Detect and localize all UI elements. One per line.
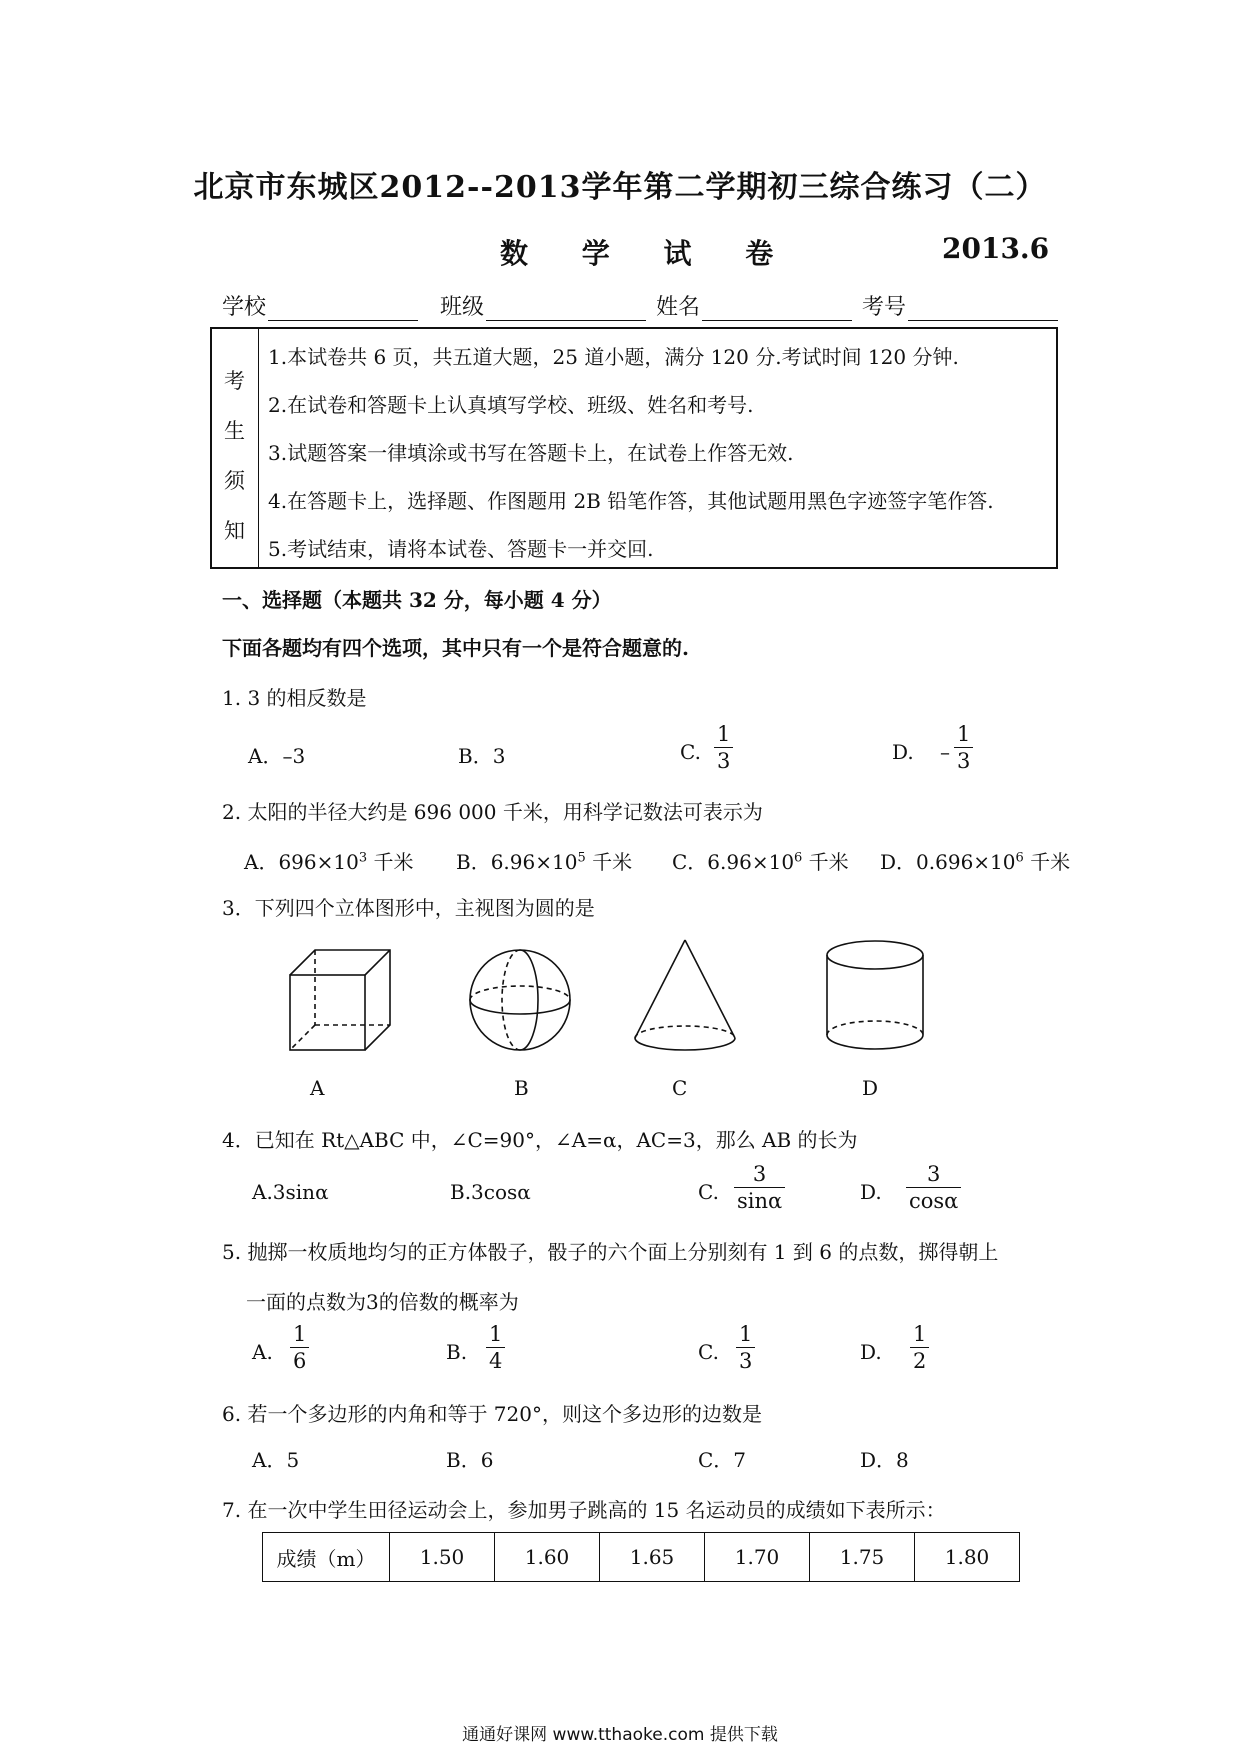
q4-option-a: A.3sinα	[252, 1180, 329, 1204]
q4-option-c-fraction	[734, 1162, 785, 1213]
question-5-stem-line1: 5. 抛掷一枚质地均匀的正方体骰子，骰子的六个面上分别刻有 1 到 6 的点数，掷得朝上	[222, 1240, 999, 1264]
fill-blank	[908, 298, 1058, 321]
option-base: C．6.96×10	[672, 850, 795, 874]
table-cell: 1.50	[390, 1533, 495, 1582]
table-cell: 1.65	[600, 1533, 705, 1582]
q3-label-c: C	[672, 1076, 688, 1100]
table-cell: 1.60	[495, 1533, 600, 1582]
fraction-bar	[954, 747, 973, 748]
q4-option-d-fraction	[906, 1162, 961, 1213]
q1-option-c-label: C.	[680, 740, 701, 764]
fraction-denominator: 6	[293, 1349, 307, 1373]
table-cell: 1.70	[705, 1533, 810, 1582]
field-label: 考号	[862, 295, 907, 320]
fraction-bar	[486, 1347, 505, 1348]
notice-item: 1.本试卷共 6 页，共五道大题，25 道小题，满分 120 分.考试时间 120 分钟.	[268, 345, 959, 369]
fraction-numerator: 3	[927, 1162, 941, 1186]
field-name	[656, 290, 852, 321]
fill-blank	[486, 298, 646, 321]
fraction-numerator: 1	[957, 722, 971, 746]
q2-option-a	[244, 846, 413, 875]
exam-title: 北京市东城区2012--2013学年第二学期初三综合练习（二）	[193, 170, 1047, 205]
table-cell: 1.75	[810, 1533, 915, 1582]
fraction-bar	[906, 1187, 961, 1188]
fraction-denominator: 3	[957, 749, 971, 773]
q4-option-b: B.3cosα	[450, 1180, 531, 1204]
option-unit: 千米	[802, 850, 849, 874]
sphere-figure	[460, 940, 580, 1060]
notice-item: 2.在试卷和答题卡上认真填写学校、班级、姓名和考号.	[268, 393, 754, 417]
notice-item: 3.试题答案一律填涂或书写在答题卡上，在试卷上作答无效.	[268, 441, 794, 465]
cone-figure	[630, 935, 740, 1060]
notice-side-char: 知	[224, 519, 245, 543]
option-exponent: 5	[577, 850, 586, 866]
fraction-denominator: 4	[489, 1349, 503, 1373]
q3-label-a: A	[310, 1076, 325, 1100]
question-5-stem-line2: 一面的点数为3的倍数的概率为	[246, 1290, 519, 1314]
fraction-denominator: cosα	[909, 1189, 959, 1213]
notice-item: 5.考试结束，请将本试卷、答题卡一并交回.	[268, 537, 654, 561]
fraction-bar	[290, 1347, 309, 1348]
q1-option-d-label: D.	[892, 740, 914, 764]
cube-figure	[280, 940, 410, 1060]
option-unit: 千米	[367, 850, 414, 874]
q1-option-b: B．3	[458, 744, 506, 768]
notice-side-char: 考	[224, 369, 245, 393]
option-base: A．696×10	[244, 850, 359, 874]
fraction-numerator: 1	[293, 1322, 307, 1346]
q6-option-b: B．6	[446, 1448, 494, 1472]
notice-side-label	[212, 329, 259, 567]
q6-option-d: D．8	[860, 1448, 909, 1472]
question-6-stem: 6. 若一个多边形的内角和等于 720°，则这个多边形的边数是	[222, 1402, 762, 1426]
q5-option-a-label: A.	[252, 1340, 273, 1364]
q2-option-d	[880, 846, 1070, 875]
q5-option-b-label: B.	[446, 1340, 468, 1364]
field-label: 姓名	[656, 295, 701, 320]
fraction-numerator: 1	[913, 1322, 927, 1346]
fraction-denominator: 3	[739, 1349, 753, 1373]
q4-option-c-label: C.	[698, 1180, 719, 1204]
section-instruction: 下面各题均有四个选项，其中只有一个是符合题意的.	[222, 636, 689, 660]
q2-option-b	[456, 846, 632, 875]
question-3-stem: 3．下列四个立体图形中，主视图为圆的是	[222, 896, 595, 920]
exam-subtitle: 数 学 试 卷	[500, 237, 796, 270]
notice-item: 4.在答题卡上，选择题、作图题用 2B 铅笔作答，其他试题用黑色字迹签字笔作答.	[268, 489, 994, 513]
table-cell: 1.80	[915, 1533, 1020, 1582]
q5-option-a-fraction	[290, 1322, 309, 1373]
fraction-bar	[734, 1187, 785, 1188]
q5-option-c-fraction	[736, 1322, 755, 1373]
field-exam-number	[862, 290, 1058, 321]
q1-option-c-fraction	[714, 722, 733, 773]
fraction-numerator: 1	[739, 1322, 753, 1346]
fraction-bar	[736, 1347, 755, 1348]
field-school	[222, 290, 418, 321]
option-unit: 千米	[1023, 850, 1071, 874]
q7-score-table	[262, 1532, 1020, 1582]
fraction-bar	[910, 1347, 929, 1348]
table-row	[263, 1533, 1020, 1582]
option-base: D．0.696×10	[880, 850, 1016, 874]
option-exponent: 6	[794, 850, 803, 866]
q5-option-d-fraction	[910, 1322, 929, 1373]
fill-blank	[268, 298, 418, 321]
fraction-numerator: 1	[489, 1322, 503, 1346]
exam-date: 2013.6	[942, 232, 1050, 265]
question-1-stem: 1. 3 的相反数是	[222, 686, 367, 710]
q3-label-d: D	[862, 1076, 879, 1100]
fraction-denominator: sinα	[737, 1189, 783, 1213]
q2-option-c	[672, 846, 849, 875]
q1-option-a: A．–3	[248, 744, 306, 768]
fraction-denominator: 3	[717, 749, 731, 773]
notice-side-char: 须	[224, 469, 245, 493]
field-label: 学校	[222, 295, 267, 320]
q6-option-c: C．7	[698, 1448, 747, 1472]
option-exponent: 6	[1015, 850, 1024, 866]
q3-label-b: B	[514, 1076, 529, 1100]
cylinder-figure	[820, 935, 930, 1060]
section-heading: 一、选择题（本题共 32 分，每小题 4 分）	[222, 588, 612, 612]
field-label: 班级	[440, 295, 485, 320]
notice-side-char: 生	[224, 419, 245, 443]
fraction-numerator: 1	[717, 722, 731, 746]
q5-option-d-label: D.	[860, 1340, 882, 1364]
q1-option-d-sign: –	[940, 740, 950, 764]
option-base: B．6.96×10	[456, 850, 578, 874]
table-header-cell: 成绩（m）	[263, 1533, 390, 1582]
question-4-stem: 4．已知在 Rt△ABC 中，∠C=90°，∠A=α，AC=3，那么 AB 的长为	[222, 1128, 858, 1152]
fraction-bar	[714, 747, 733, 748]
field-class	[440, 290, 646, 321]
q5-option-b-fraction	[486, 1322, 505, 1373]
q4-option-d-label: D.	[860, 1180, 882, 1204]
option-unit: 千米	[585, 850, 633, 874]
candidate-notice-box	[210, 327, 1058, 569]
option-exponent: 3	[358, 850, 368, 866]
fraction-numerator: 3	[752, 1162, 767, 1186]
fill-blank	[702, 298, 852, 321]
question-7-stem: 7. 在一次中学生田径运动会上，参加男子跳高的 15 名运动员的成绩如下表所示：	[222, 1498, 946, 1522]
q6-option-a: A．5	[252, 1448, 300, 1472]
fraction-denominator: 2	[913, 1349, 927, 1373]
page-footer: 通通好课网 www.tthaoke.com 提供下载	[462, 1725, 778, 1745]
question-2-stem: 2. 太阳的半径大约是 696 000 千米，用科学记数法可表示为	[222, 800, 763, 824]
q5-option-c-label: C.	[698, 1340, 719, 1364]
q1-option-d-fraction	[954, 722, 973, 773]
